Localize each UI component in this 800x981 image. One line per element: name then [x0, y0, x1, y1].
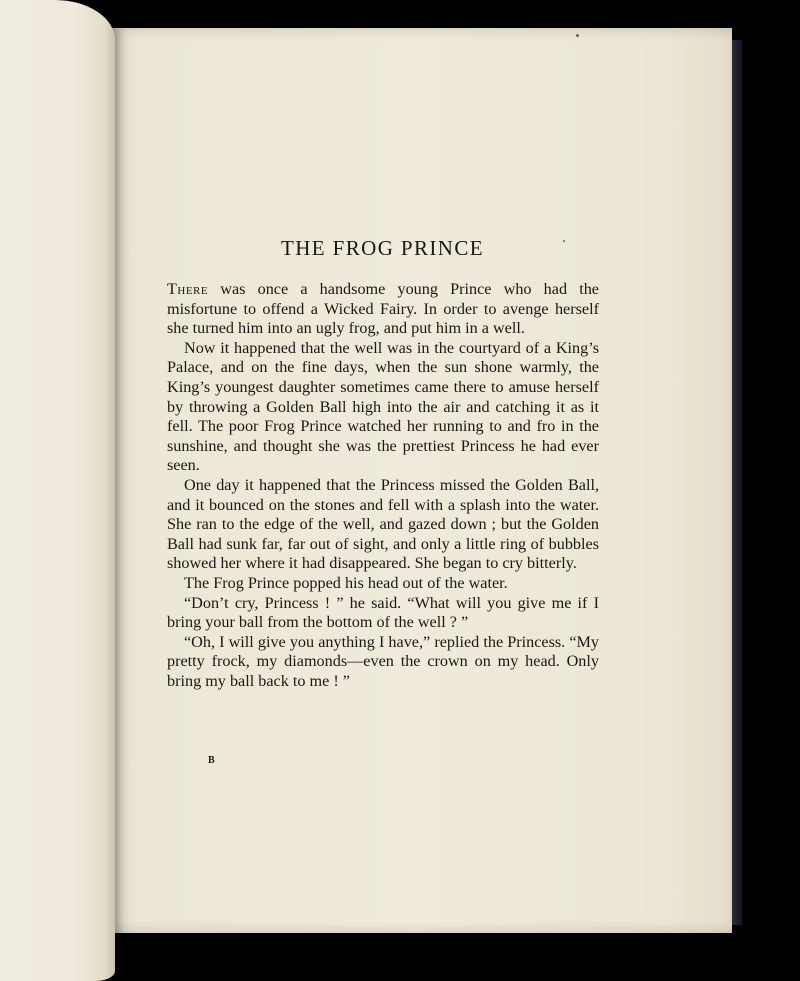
left-page-edge	[0, 0, 115, 981]
drop-lead-word: There	[167, 280, 209, 298]
paragraph: The Frog Prince popped his head out of the water.	[184, 573, 508, 592]
paragraph	[167, 280, 599, 339]
paragraph: “Don’t cry, Princess ! ” he said. “What will you give me if I bring your ball from the bottom of the well ? ”	[167, 593, 599, 632]
paper-speck	[576, 34, 579, 37]
chapter-title: THE FROG PRINCE	[280, 236, 485, 260]
paragraph: One day it happened that the Princess missed the Golden Ball, and it bounced on the stones and fell with a splash into the water. She ran to the edge of the well, and gazed down ; but the Golden Ball had sunk far, far out of sight, and only a little ring of bubbles showed her where it had disappeared. She began to cry bitterly.	[167, 475, 599, 573]
paragraph: Now it happened that the well was in the courtyard of a King’s Palace, and on the fine days, when the sun shone warmly, the King’s youngest daughter sometimes came there to amuse herself by throwing a Golden Ball high into the air and catching it as it fell. The poor Frog Prince watched her running to and fro in the sunshine, and thought she was the prettiest Princess he had ever seen.	[167, 338, 599, 475]
paragraph: “Oh, I will give you anything I have,” replied the Princess. “My pretty frock, my diamonds—even the crown on my head. Only bring my ball back to me ! ”	[167, 632, 599, 690]
story-text	[167, 280, 599, 691]
paragraph-text: was once a handsome young Prince who had the misfortune to offend a Wicked Fairy. In order to avenge herself she turned him into an ugly frog, and put him in a well.	[167, 280, 599, 338]
signature-mark: B	[208, 755, 215, 766]
